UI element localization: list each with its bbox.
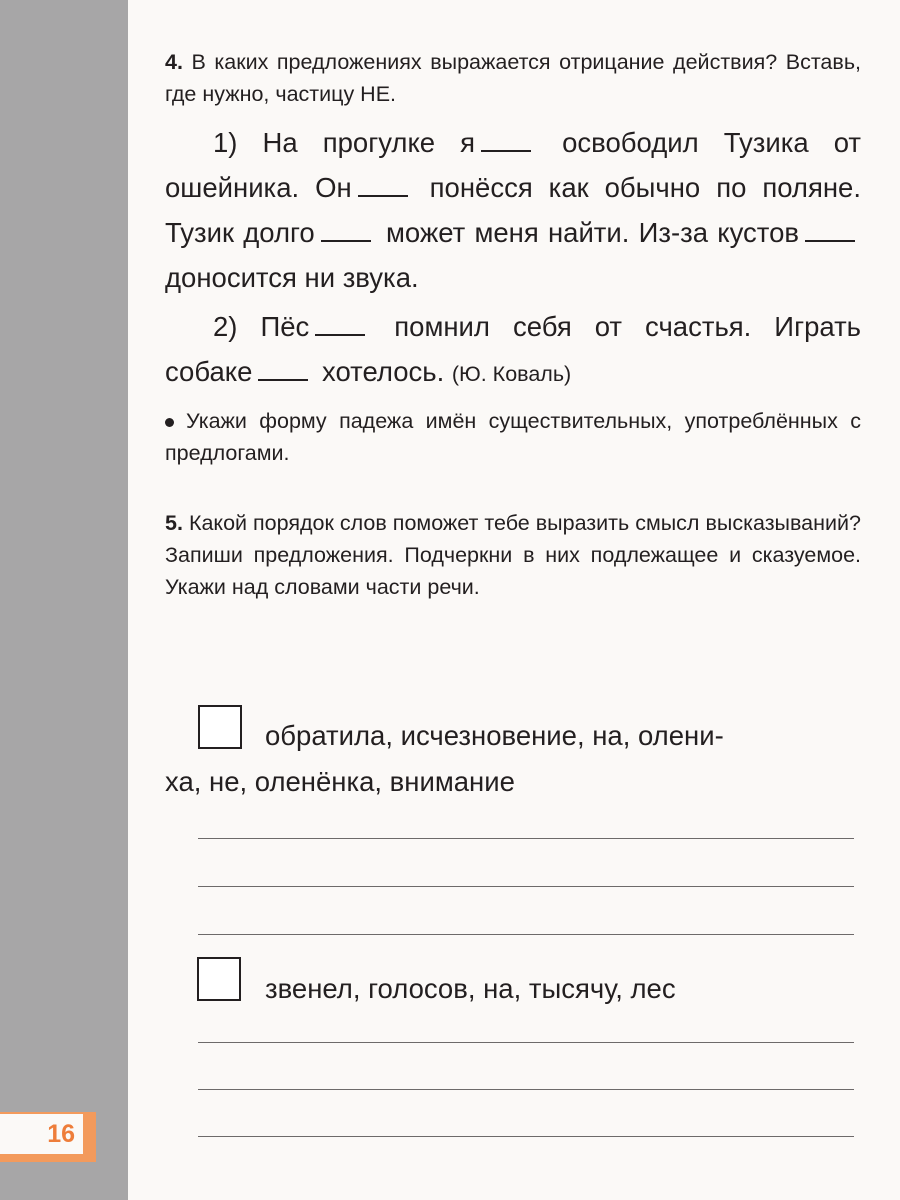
text2-part2: помнил себя от счастья. Играть собаке: [165, 311, 862, 387]
task5-number: 5.: [165, 511, 183, 535]
exercise1-checkbox[interactable]: [198, 705, 242, 749]
fill-blank[interactable]: [481, 128, 531, 152]
author-attribution: (Ю. Коваль): [451, 362, 572, 386]
task4-text1: [165, 120, 861, 397]
writing-line[interactable]: [198, 934, 854, 935]
text1-part1: 1) На прогулке я: [213, 127, 476, 158]
text1-part2: освободил Тузика от ошейника. Он: [165, 127, 861, 203]
fill-blank[interactable]: [805, 218, 855, 242]
text2-part3: хотелось.: [322, 356, 445, 387]
page-number: 16: [0, 1114, 83, 1154]
fill-blank[interactable]: [358, 173, 408, 197]
fill-blank[interactable]: [321, 218, 371, 242]
fill-blank[interactable]: [258, 357, 308, 381]
exercise2-text: звенел, голосов, на, тысячу, лес: [265, 973, 676, 1004]
text2-part1: 2) Пёс: [213, 311, 310, 342]
task4-bullet: [165, 405, 861, 469]
writing-line[interactable]: [198, 886, 854, 887]
writing-line[interactable]: [198, 838, 854, 839]
task4-question: [165, 46, 861, 110]
writing-line[interactable]: [198, 1089, 854, 1090]
writing-line[interactable]: [198, 1136, 854, 1137]
task4-question-text: В каких предложениях выражается отрицание действия? Вставь, где нужно, частицу НЕ.: [165, 50, 861, 106]
task4-number: 4.: [165, 50, 183, 74]
bullet-text: Укажи форму падежа имён существительных, употреблённых с предлогами.: [165, 409, 861, 465]
exercise2-checkbox[interactable]: [197, 957, 241, 1001]
fill-blank[interactable]: [315, 312, 365, 336]
side-margin-bar: [0, 0, 128, 1200]
text1-part3: понёсся как обычно по поляне. Тузик долго: [165, 172, 861, 248]
task5-question: [165, 507, 861, 603]
text1-part5: доносится ни звука.: [165, 262, 419, 293]
exercise1-line2: ха, не, оленёнка, внимание: [165, 766, 515, 797]
task5-question-text: Какой порядок слов поможет тебе выразить смысл высказываний? Запиши предложения. Подчеркни в них подлежащее и сказуемое. Укажи над словами части речи.: [165, 511, 861, 599]
bullet-icon: [165, 418, 174, 427]
writing-line[interactable]: [198, 1042, 854, 1043]
page-content: [165, 46, 861, 603]
exercise1-line1: обратила, исчезновение, на, олени-: [265, 720, 724, 751]
text1-part4: может меня найти. Из-за кустов: [385, 217, 800, 248]
